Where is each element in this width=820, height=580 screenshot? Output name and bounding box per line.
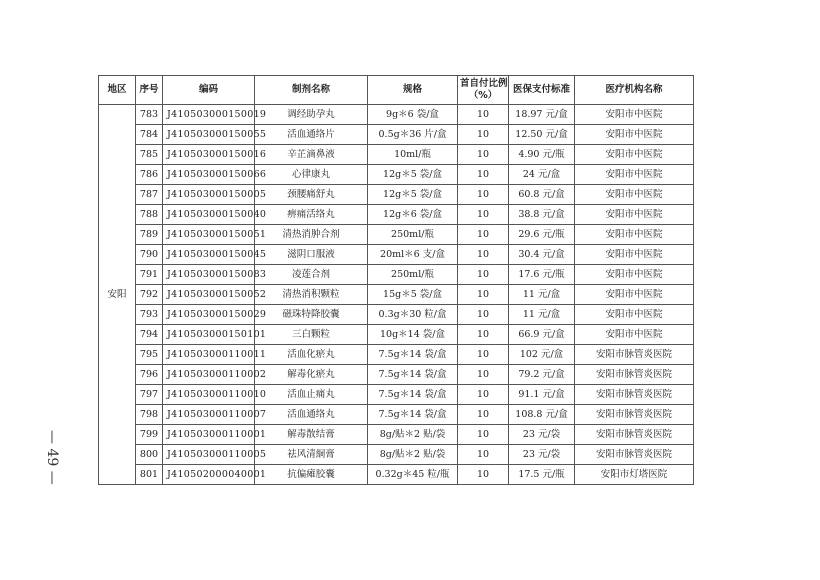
header-spec: 规格 (368, 76, 458, 105)
cell-name: 活血化瘀丸 (255, 345, 368, 365)
cell-org: 安阳市中医院 (575, 225, 694, 245)
cell-name: 活血止痛丸 (255, 385, 368, 405)
cell-seq: 793 (136, 305, 163, 325)
cell-seq: 798 (136, 405, 163, 425)
cell-org: 安阳市脉管炎医院 (575, 405, 694, 425)
cell-seq: 786 (136, 165, 163, 185)
cell-spec: 250ml/瓶 (368, 265, 458, 285)
cell-code: J410503000110010 (163, 385, 255, 405)
cell-price: 24 元/盒 (509, 165, 575, 185)
cell-code: J410503000110007 (163, 405, 255, 425)
cell-spec: 12g＊6 袋/盒 (368, 205, 458, 225)
table-row (99, 165, 694, 185)
cell-seq: 789 (136, 225, 163, 245)
cell-price: 17.6 元/瓶 (509, 265, 575, 285)
table-row (99, 325, 694, 345)
cell-price: 66.9 元/盒 (509, 325, 575, 345)
cell-ratio: 10 (458, 405, 509, 425)
table-row (99, 265, 694, 285)
cell-code: J410503000150055 (163, 125, 255, 145)
table-row (99, 225, 694, 245)
cell-price: 12.50 元/盒 (509, 125, 575, 145)
cell-code: J410503000110005 (163, 445, 255, 465)
cell-price: 18.97 元/盒 (509, 105, 575, 125)
cell-code: J410503000150083 (163, 265, 255, 285)
cell-org: 安阳市中医院 (575, 145, 694, 165)
cell-seq: 796 (136, 365, 163, 385)
table-row (99, 125, 694, 145)
header-price: 医保支付标准 (509, 76, 575, 105)
header-ratio (458, 76, 509, 105)
cell-code: J410503000110001 (163, 425, 255, 445)
cell-price: 79.2 元/盒 (509, 365, 575, 385)
cell-price: 91.1 元/盒 (509, 385, 575, 405)
cell-ratio: 10 (458, 205, 509, 225)
cell-name: 清热消肿合剂 (255, 225, 368, 245)
cell-spec: 7.5g＊14 袋/盒 (368, 345, 458, 365)
table-row (99, 305, 694, 325)
header-name: 制剂名称 (255, 76, 368, 105)
cell-name: 活血通络丸 (255, 405, 368, 425)
cell-code: J410503000150019 (163, 105, 255, 125)
cell-ratio: 10 (458, 245, 509, 265)
cell-ratio: 10 (458, 185, 509, 205)
cell-price: 60.8 元/盒 (509, 185, 575, 205)
header-code: 编码 (163, 76, 255, 105)
table-row (99, 345, 694, 365)
cell-ratio: 10 (458, 265, 509, 285)
cell-name: 痹痛活络丸 (255, 205, 368, 225)
cell-spec: 8g/贴＊2 贴/袋 (368, 445, 458, 465)
cell-seq: 790 (136, 245, 163, 265)
cell-org: 安阳市中医院 (575, 265, 694, 285)
cell-code: J410503000150052 (163, 285, 255, 305)
table-row (99, 425, 694, 445)
cell-ratio: 10 (458, 305, 509, 325)
cell-org: 安阳市中医院 (575, 165, 694, 185)
cell-org: 安阳市中医院 (575, 305, 694, 325)
cell-name: 心律康丸 (255, 165, 368, 185)
cell-name: 三白颗粒 (255, 325, 368, 345)
cell-name: 解毒散结膏 (255, 425, 368, 445)
cell-spec: 7.5g＊14 袋/盒 (368, 385, 458, 405)
cell-code: J410503000150005 (163, 185, 255, 205)
cell-name: 祛风清絧膏 (255, 445, 368, 465)
cell-org: 安阳市中医院 (575, 185, 694, 205)
cell-spec: 10ml/瓶 (368, 145, 458, 165)
cell-name: 解毒化瘀丸 (255, 365, 368, 385)
cell-code: J410503000150029 (163, 305, 255, 325)
cell-org: 安阳市中医院 (575, 125, 694, 145)
cell-price: 4.90 元/瓶 (509, 145, 575, 165)
cell-org: 安阳市脉管炎医院 (575, 345, 694, 365)
cell-ratio: 10 (458, 145, 509, 165)
cell-price: 29.6 元/瓶 (509, 225, 575, 245)
cell-price: 23 元/袋 (509, 425, 575, 445)
cell-ratio: 10 (458, 325, 509, 345)
cell-ratio: 10 (458, 365, 509, 385)
cell-name: 抗偏瘫胶囊 (255, 465, 368, 485)
cell-spec: 0.3g＊30 粒/盒 (368, 305, 458, 325)
page-number: — 49 — (44, 430, 60, 485)
cell-seq: 783 (136, 105, 163, 125)
cell-ratio: 10 (458, 425, 509, 445)
cell-org: 安阳市中医院 (575, 105, 694, 125)
cell-spec: 0.5g＊36 片/盒 (368, 125, 458, 145)
cell-org: 安阳市脉管炎医院 (575, 425, 694, 445)
cell-seq: 801 (136, 465, 163, 485)
drug-table (98, 75, 694, 485)
table-row (99, 205, 694, 225)
cell-code: J410503000110011 (163, 345, 255, 365)
cell-seq: 795 (136, 345, 163, 365)
cell-ratio: 10 (458, 105, 509, 125)
cell-seq: 794 (136, 325, 163, 345)
cell-seq: 792 (136, 285, 163, 305)
header-ratio-line1: 首自付比例 (460, 78, 508, 89)
table-row (99, 445, 694, 465)
cell-org: 安阳市脉管炎医院 (575, 385, 694, 405)
cell-name: 活血通络片 (255, 125, 368, 145)
cell-name: 清热消积颗粒 (255, 285, 368, 305)
cell-code: J410503000150040 (163, 205, 255, 225)
cell-spec: 7.5g＊14 袋/盒 (368, 365, 458, 385)
cell-name: 颈腰痛舒丸 (255, 185, 368, 205)
table-row (99, 185, 694, 205)
cell-ratio: 10 (458, 225, 509, 245)
header-row (99, 76, 694, 105)
cell-price: 11 元/盒 (509, 305, 575, 325)
cell-ratio: 10 (458, 445, 509, 465)
cell-seq: 797 (136, 385, 163, 405)
table-row (99, 365, 694, 385)
cell-spec: 12g＊5 袋/盒 (368, 185, 458, 205)
cell-code: J410503000150016 (163, 145, 255, 165)
cell-name: 调经助孕丸 (255, 105, 368, 125)
cell-name: 辛芷滴鼻液 (255, 145, 368, 165)
cell-org: 安阳市中医院 (575, 285, 694, 305)
cell-code: J410503000150045 (163, 245, 255, 265)
cell-code: J410502000040001 (163, 465, 255, 485)
header-ratio-line2: （%） (468, 90, 498, 101)
cell-ratio: 10 (458, 345, 509, 365)
cell-seq: 800 (136, 445, 163, 465)
cell-seq: 788 (136, 205, 163, 225)
table-body (99, 105, 694, 485)
table-row (99, 105, 694, 125)
cell-seq: 799 (136, 425, 163, 445)
cell-price: 23 元/袋 (509, 445, 575, 465)
cell-seq: 785 (136, 145, 163, 165)
cell-spec: 20ml＊6 支/盒 (368, 245, 458, 265)
cell-spec: 9g＊6 袋/盒 (368, 105, 458, 125)
cell-price: 108.8 元/盒 (509, 405, 575, 425)
cell-ratio: 10 (458, 165, 509, 185)
cell-org: 安阳市脉管炎医院 (575, 445, 694, 465)
cell-org: 安阳市中医院 (575, 205, 694, 225)
cell-org: 安阳市中医院 (575, 325, 694, 345)
table-row (99, 245, 694, 265)
cell-name: 滋阴口服液 (255, 245, 368, 265)
cell-region: 安阳 (99, 105, 136, 485)
cell-spec: 10g＊14 袋/盒 (368, 325, 458, 345)
cell-ratio: 10 (458, 385, 509, 405)
cell-ratio: 10 (458, 285, 509, 305)
table-row (99, 405, 694, 425)
cell-seq: 784 (136, 125, 163, 145)
header-org: 医疗机构名称 (575, 76, 694, 105)
cell-price: 102 元/盒 (509, 345, 575, 365)
cell-ratio: 10 (458, 465, 509, 485)
cell-spec: 12g＊5 袋/盒 (368, 165, 458, 185)
cell-spec: 250ml/瓶 (368, 225, 458, 245)
cell-spec: 7.5g＊14 袋/盒 (368, 405, 458, 425)
cell-price: 38.8 元/盒 (509, 205, 575, 225)
cell-code: J410503000150066 (163, 165, 255, 185)
cell-spec: 15g＊5 袋/盒 (368, 285, 458, 305)
cell-price: 30.4 元/盒 (509, 245, 575, 265)
header-seq: 序号 (136, 76, 163, 105)
table-row (99, 465, 694, 485)
cell-name: 磁珠特降胶囊 (255, 305, 368, 325)
cell-ratio: 10 (458, 125, 509, 145)
cell-seq: 791 (136, 265, 163, 285)
table-row (99, 285, 694, 305)
cell-org: 安阳市中医院 (575, 245, 694, 265)
cell-code: J410503000150101 (163, 325, 255, 345)
cell-price: 17.5 元/瓶 (509, 465, 575, 485)
cell-spec: 8g/贴＊2 贴/袋 (368, 425, 458, 445)
cell-price: 11 元/盒 (509, 285, 575, 305)
cell-org: 安阳市脉管炎医院 (575, 365, 694, 385)
cell-spec: 0.32g＊45 粒/瓶 (368, 465, 458, 485)
cell-org: 安阳市灯塔医院 (575, 465, 694, 485)
cell-seq: 787 (136, 185, 163, 205)
table-row (99, 385, 694, 405)
header-region: 地区 (99, 76, 136, 105)
cell-name: 凌莲合剂 (255, 265, 368, 285)
cell-code: J410503000150051 (163, 225, 255, 245)
cell-code: J410503000110002 (163, 365, 255, 385)
table-row (99, 145, 694, 165)
